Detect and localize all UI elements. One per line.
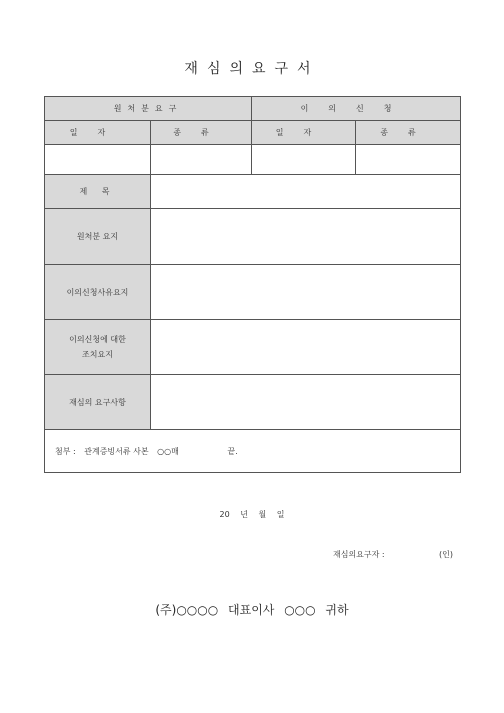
label-objection-action: [45, 320, 151, 375]
label-objection-action-line1: 이의신청에 대한: [69, 335, 126, 344]
label-subject: 제 목: [45, 175, 151, 209]
attachment-count: ○○매: [157, 446, 179, 456]
objection-reason-field[interactable]: [151, 265, 461, 320]
label-objection-action-line2: 조치요지: [82, 350, 113, 359]
header-original-request: 원처분요구: [45, 97, 252, 121]
date-line: 20 년 월 일: [219, 510, 285, 519]
objection-type-cell[interactable]: [356, 145, 461, 175]
objection-action-field[interactable]: [151, 320, 461, 375]
attachment-text: 관계증빙서류 사본: [84, 446, 149, 456]
request-form-table: [44, 96, 461, 473]
col-type-original: 종류: [151, 121, 252, 145]
seal-mark: (인): [439, 550, 453, 559]
col-type-objection: 종류: [356, 121, 461, 145]
label-original-summary: 원처분 요지: [45, 209, 151, 265]
reexam-request-field[interactable]: [151, 375, 461, 430]
label-reexam-request: 재심의 요구사항: [45, 375, 151, 430]
objection-date-cell[interactable]: [252, 145, 356, 175]
document-title: 재심의요구서: [184, 61, 320, 77]
original-type-cell[interactable]: [151, 145, 252, 175]
col-date-original: 일자: [45, 121, 151, 145]
addressee-line: (주)○○○○ 대표이사 ○○○ 귀하: [155, 603, 349, 617]
original-summary-field[interactable]: [151, 209, 461, 265]
attachment-label: 첨부 :: [55, 446, 76, 456]
requester-label: 재심의요구자 :: [333, 550, 385, 559]
original-date-cell[interactable]: [45, 145, 151, 175]
label-objection-reason: 이의신청사유요지: [45, 265, 151, 320]
header-objection: 이의신청: [252, 97, 461, 121]
subject-field[interactable]: [151, 175, 461, 209]
attachment-end: 끝.: [227, 446, 238, 456]
attachment-row: [45, 430, 461, 473]
requester-line: [333, 549, 453, 560]
col-date-objection: 일자: [252, 121, 356, 145]
